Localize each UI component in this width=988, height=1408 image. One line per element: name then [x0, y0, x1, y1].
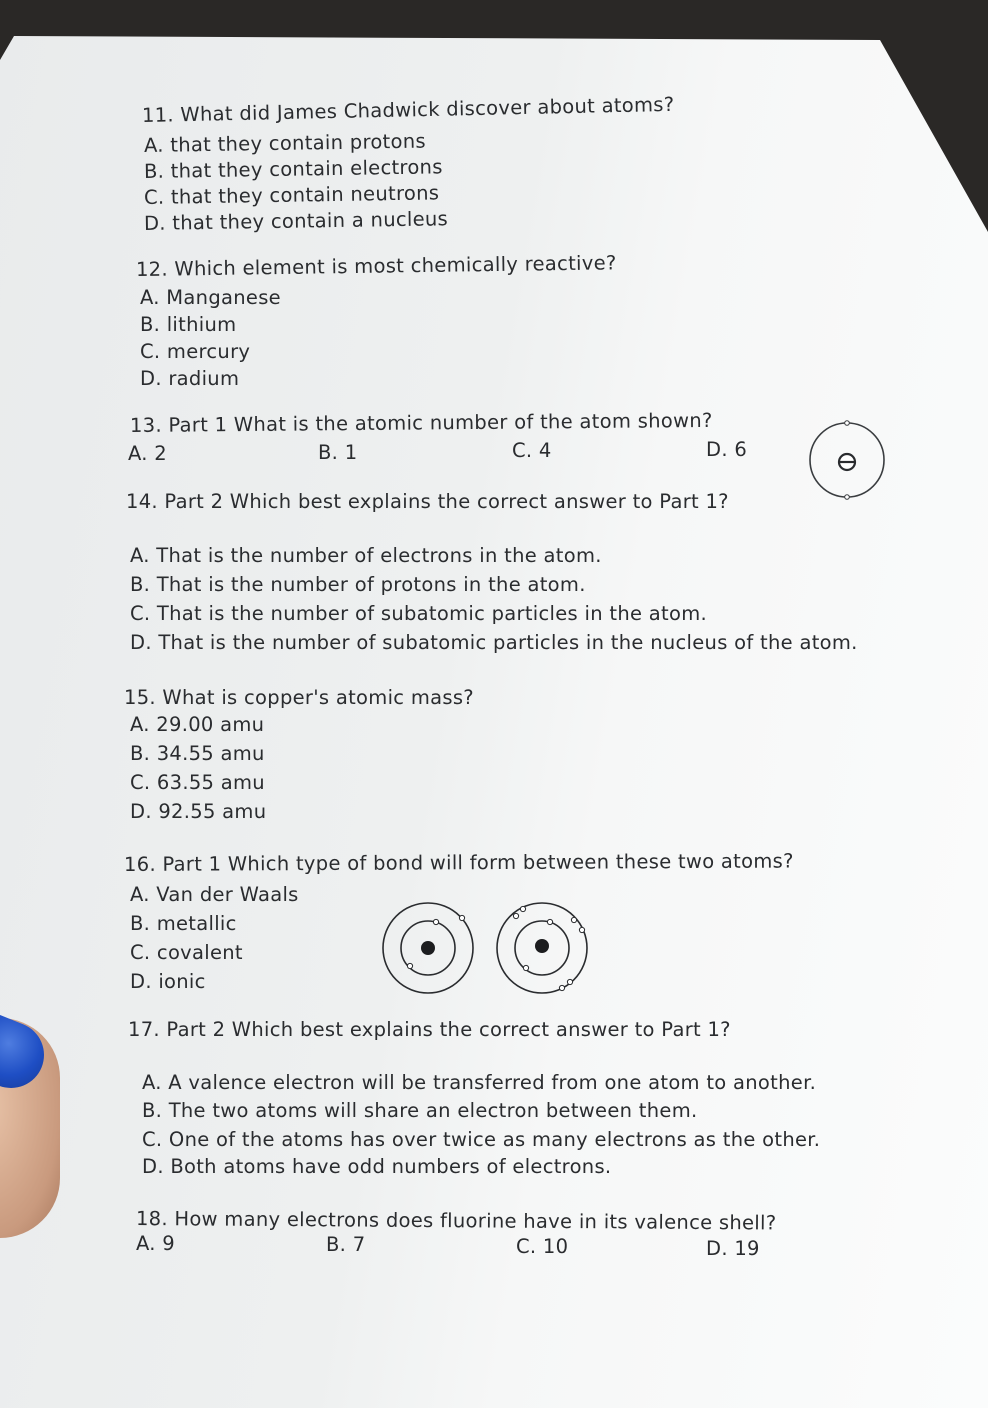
option-text: that they contain electrons	[170, 155, 443, 183]
option-letter: B.	[326, 1233, 347, 1256]
option-text: One of the atoms has over twice as many electrons as the other.	[168, 1128, 821, 1151]
option-12-b[interactable]	[140, 313, 236, 336]
option-text: 63.55 amu	[156, 771, 265, 794]
option-14-d[interactable]	[130, 631, 858, 654]
option-letter: D.	[140, 367, 162, 390]
atom-diagram-q13	[800, 414, 894, 506]
option-letter: C.	[516, 1235, 537, 1258]
option-letter: D.	[143, 211, 167, 235]
nucleus	[421, 941, 435, 955]
option-text: covalent	[156, 941, 243, 964]
option-15-b[interactable]	[130, 742, 265, 765]
question-16: 16. Part 1 Which type of bond will form between these two atoms?	[123, 849, 794, 876]
option-16-a[interactable]	[130, 883, 299, 906]
option-13-a[interactable]	[128, 442, 167, 465]
option-text: The two atoms will share an electron between them.	[168, 1099, 698, 1122]
electron	[523, 965, 528, 970]
option-letter: C.	[143, 185, 165, 209]
option-13-c[interactable]	[512, 439, 552, 462]
option-text: A valence electron will be transferred from one atom to another.	[168, 1071, 817, 1094]
option-text: 6	[734, 438, 748, 461]
question-11: 11. What did James Chadwick discover about atoms?	[141, 92, 675, 127]
option-letter: C.	[130, 771, 151, 794]
option-letter: A.	[140, 286, 160, 309]
nucleus	[535, 939, 549, 953]
question-14: 14. Part 2 Which best explains the correct answer to Part 1?	[126, 490, 729, 513]
option-text: lithium	[166, 313, 237, 336]
option-letter: B.	[142, 1099, 163, 1122]
electron	[571, 917, 576, 922]
electron	[579, 927, 584, 932]
option-text: ionic	[158, 970, 206, 993]
option-14-a[interactable]	[130, 544, 602, 567]
option-14-c[interactable]	[130, 602, 707, 625]
option-letter: A.	[130, 883, 150, 906]
option-letter: D.	[142, 1155, 164, 1178]
option-11-c[interactable]	[144, 181, 440, 209]
option-text: 4	[538, 439, 552, 462]
option-12-c[interactable]	[140, 340, 250, 363]
question-15: 15. What is copper's atomic mass?	[124, 686, 474, 709]
option-17-a[interactable]	[142, 1071, 816, 1094]
option-18-d[interactable]	[706, 1237, 760, 1260]
option-text: that they contain a nucleus	[172, 207, 449, 235]
option-text: 92.55 amu	[158, 800, 267, 823]
option-18-b[interactable]	[326, 1233, 365, 1256]
electron	[547, 919, 552, 924]
option-12-d[interactable]	[140, 367, 239, 390]
option-text: 29.00 amu	[156, 713, 265, 736]
option-letter: D.	[130, 800, 152, 823]
option-letter: A.	[142, 1071, 162, 1094]
option-letter: A.	[130, 544, 150, 567]
option-text: that they contain protons	[170, 129, 427, 157]
option-letter: A.	[143, 133, 164, 157]
option-letter: B.	[130, 573, 151, 596]
option-text: mercury	[166, 340, 251, 363]
option-text: That is the number of electrons in the atom.	[156, 544, 602, 567]
electron	[845, 495, 850, 500]
option-letter: C.	[130, 602, 151, 625]
atom-diagrams-q16	[380, 898, 600, 998]
option-text: Both atoms have odd numbers of electrons.	[170, 1155, 612, 1178]
option-13-b[interactable]	[318, 441, 357, 464]
question-18: 18. How many electrons does fluorine have in its valence shell?	[135, 1207, 777, 1235]
option-letter: A.	[130, 713, 150, 736]
option-text: 10	[542, 1235, 569, 1258]
option-letter: B.	[130, 742, 151, 765]
electron	[567, 979, 572, 984]
option-text: radium	[168, 367, 240, 390]
option-11-b[interactable]	[144, 155, 443, 183]
electron	[433, 919, 438, 924]
option-16-c[interactable]	[130, 941, 243, 964]
option-letter: D.	[706, 438, 728, 461]
option-letter: D.	[130, 970, 152, 993]
electron	[559, 985, 564, 990]
electron	[845, 421, 850, 426]
option-text: 34.55 amu	[156, 742, 265, 765]
option-text: Van der Waals	[156, 883, 299, 906]
option-letter: C.	[512, 439, 533, 462]
option-15-d[interactable]	[130, 800, 266, 823]
option-text: That is the number of subatomic particles in the atom.	[156, 602, 708, 625]
option-15-a[interactable]	[130, 713, 264, 736]
option-text: 19	[734, 1237, 760, 1260]
option-letter: B.	[130, 912, 151, 935]
question-12: 12. Which element is most chemically reactive?	[135, 251, 617, 281]
option-text: 9	[162, 1232, 176, 1255]
atom-left	[383, 903, 473, 993]
electron	[407, 963, 412, 968]
option-12-a[interactable]	[140, 286, 281, 309]
option-text: 2	[154, 442, 168, 465]
option-16-b[interactable]	[130, 912, 237, 935]
option-letter: A.	[128, 442, 148, 465]
option-13-d[interactable]	[706, 438, 747, 461]
option-letter: B.	[318, 441, 339, 464]
question-13: 13. Part 1 What is the atomic number of the atom shown?	[129, 408, 713, 437]
option-text: 1	[344, 441, 358, 464]
electron	[520, 906, 525, 911]
option-letter: B.	[140, 313, 161, 336]
option-17-d[interactable]	[142, 1155, 611, 1178]
electron	[513, 913, 518, 918]
option-11-a[interactable]	[144, 130, 426, 157]
option-letter: C.	[140, 340, 161, 363]
option-18-c[interactable]	[516, 1235, 568, 1258]
option-letter: A.	[136, 1232, 156, 1255]
option-letter: C.	[142, 1128, 163, 1151]
option-17-b[interactable]	[142, 1099, 698, 1122]
question-17: 17. Part 2 Which best explains the correct answer to Part 1?	[128, 1018, 731, 1041]
option-16-d[interactable]	[130, 970, 206, 993]
option-letter: D.	[706, 1237, 728, 1260]
electron	[459, 915, 464, 920]
option-14-b[interactable]	[130, 573, 586, 596]
option-15-c[interactable]	[130, 771, 265, 794]
option-11-d[interactable]	[144, 207, 448, 235]
option-17-c[interactable]	[142, 1128, 820, 1151]
option-letter: B.	[143, 159, 165, 183]
option-18-a[interactable]	[136, 1232, 175, 1255]
option-text: metallic	[156, 912, 237, 935]
option-letter: D.	[130, 631, 152, 654]
option-text: Manganese	[166, 286, 281, 309]
option-text: That is the number of protons in the atom.	[156, 573, 586, 596]
atom-right	[497, 903, 587, 993]
option-text: 7	[352, 1233, 366, 1256]
option-letter: C.	[130, 941, 151, 964]
option-text: that they contain neutrons	[170, 181, 440, 209]
option-text: That is the number of subatomic particles in the nucleus of the atom.	[158, 631, 858, 654]
